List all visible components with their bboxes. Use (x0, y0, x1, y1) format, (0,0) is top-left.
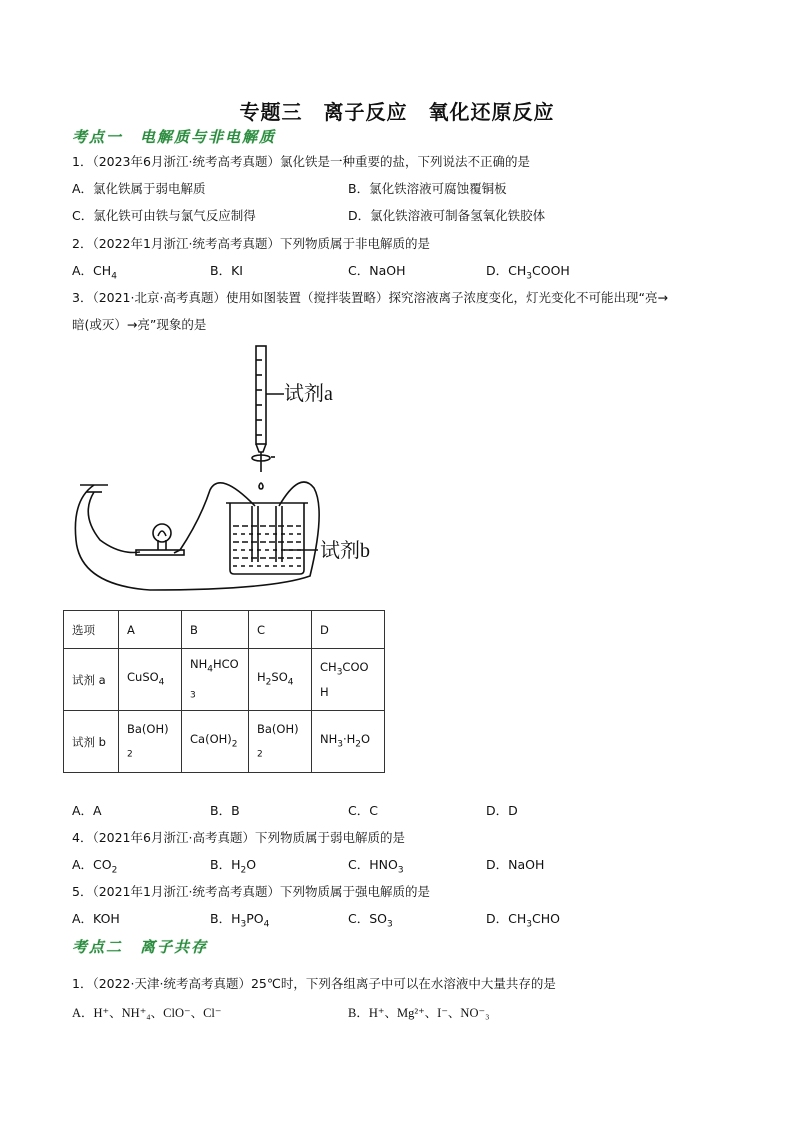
table-header-cell: A (119, 611, 182, 649)
table-cell: Ba(OH) $_2$ (249, 711, 312, 773)
question-5-stem: 5．（2021年1月浙江·统考高考真题）下列物质属于强电解质的是 (72, 884, 430, 899)
q1-option-d: D．氯化铁溶液可制备氢氧化铁胶体 (348, 208, 546, 223)
table-cell: $CH_3COO$ H (312, 649, 385, 711)
table-row (64, 649, 385, 711)
q2-option-b: B．KI (210, 263, 243, 278)
reagent-table (63, 610, 385, 773)
table-cell: Ba(OH) $_2$ (119, 711, 182, 773)
question-4-stem: 4．（2021年6月浙江·高考真题）下列物质属于弱电解质的是 (72, 830, 405, 845)
table-cell: $Ca(OH)_2$ (182, 711, 249, 773)
q2-option-d: D．$CH_3COOH$ (486, 263, 570, 282)
question-1-stem: 1．（2023年6月浙江·统考高考真题）氯化铁是一种重要的盐，下列说法不正确的是 (72, 154, 530, 169)
section-heading-2: 考点二 离子共存 (72, 938, 209, 956)
q4-option-c: C．$HNO_3$ (348, 857, 404, 876)
q5-option-d: D．$CH_3CHO$ (486, 911, 560, 930)
question-6-stem: 1．（2022·天津·统考高考真题）25℃时，下列各组离子中可以在水溶液中大量共存的是 (72, 976, 556, 991)
q4-option-a: A．$CO_2$ (72, 857, 118, 876)
table-header-cell: C (249, 611, 312, 649)
q3-option-b: B．B (210, 803, 240, 818)
table-cell: $NH_3\cdot H_2O$ (312, 711, 385, 773)
q6-option-b: B．H⁺、Mg²⁺、I⁻、NO⁻₃ (348, 1006, 490, 1020)
table-header-cell: 选项 (64, 611, 119, 649)
question-3-stem-line1: 3．（2021·北京·高考真题）使用如图装置（搅拌装置略）探究溶液离子浓度变化，灯光变化不可能出现“亮→ (72, 290, 668, 305)
q1-option-a: A．氯化铁属于弱电解质 (72, 181, 206, 196)
figure-label-a: 试剂a (284, 383, 333, 405)
question-2-stem: 2．（2022年1月浙江·统考高考真题）下列物质属于非电解质的是 (72, 236, 430, 251)
table-header-cell: D (312, 611, 385, 649)
q5-option-c: C．$SO_3$ (348, 911, 393, 930)
q1-option-c: C．氯化铁可由铁与氯气反应制得 (72, 208, 256, 223)
q3-option-a: A．A (72, 803, 102, 818)
q4-option-b: B．$H_2O$ (210, 857, 257, 876)
table-row-label: 试剂 a (64, 649, 119, 711)
apparatus-figure (70, 340, 400, 600)
table-header-cell: B (182, 611, 249, 649)
table-row (64, 711, 385, 773)
question-3-stem-line2: 暗(或灭）→亮”现象的是 (72, 317, 207, 332)
section-heading-1: 考点一 电解质与非电解质 (72, 128, 277, 146)
q5-option-b: B．$H_3PO_4$ (210, 911, 270, 930)
table-row-label: 试剂 b (64, 711, 119, 773)
table-cell: CuSO$_4$ (119, 649, 182, 711)
q3-option-d: D．D (486, 803, 518, 818)
table-cell: $H_2SO_4$ (249, 649, 312, 711)
q5-option-a: A．KOH (72, 911, 120, 926)
q2-option-c: C．NaOH (348, 263, 406, 278)
table-cell: $NH_4HCO$ $_3$ (182, 649, 249, 711)
figure-label-b: 试剂b (320, 540, 370, 562)
q4-option-d: D．NaOH (486, 857, 545, 872)
table-row (64, 611, 385, 649)
q6-option-a: A．H⁺、NH⁺₄、ClO⁻、Cl⁻ (72, 1006, 222, 1020)
q2-option-a: A．$CH_4$ (72, 263, 117, 282)
q3-option-c: C．C (348, 803, 378, 818)
q1-option-b: B．氯化铁溶液可腐蚀覆铜板 (348, 181, 507, 196)
page-title: 专题三 离子反应 氧化还原反应 (239, 100, 555, 124)
